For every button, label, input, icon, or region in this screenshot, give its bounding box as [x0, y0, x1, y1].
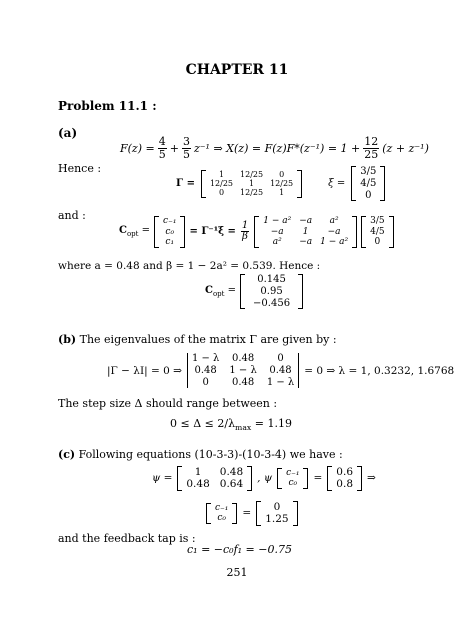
page-number: 251 [226, 566, 248, 579]
matrix-cell: 12/25 [209, 178, 234, 188]
implies-arrow: ⇒ [367, 472, 376, 485]
matrix-cell: 1 [194, 466, 202, 478]
eq-fz-tail: (z + z⁻¹) [382, 141, 429, 155]
matrix-cell: −a [327, 226, 341, 237]
copt-subscript: opt [212, 290, 225, 299]
vector-cell: 0.8 [336, 478, 353, 491]
chapter-title: CHAPTER 11 [185, 62, 289, 78]
bracket-right [389, 216, 394, 248]
vector-cell: c₋₁ [286, 467, 300, 478]
matrix-cell: −a [299, 237, 313, 248]
matrix-cell: 0.48 [269, 364, 292, 376]
step-size-text: The step size Δ should range between : [58, 397, 278, 410]
matrix-cell: 0.48 [219, 466, 244, 478]
eq-fz-implies: z⁻¹ ⇒ X(z) = F(z)F*(z⁻¹) = 1 + [193, 141, 361, 155]
inverse-matrix [254, 216, 357, 248]
matrix-cell: 1 [279, 188, 285, 198]
fraction-den: 5 [182, 147, 190, 161]
where-line: where a = 0.48 and β = 1 − 2a² = 0.539. Hence : [58, 260, 321, 272]
equation-fz [120, 136, 429, 160]
xi-lhs: ξ = [328, 178, 346, 190]
psi-equation: ψ = 1 0.48 0.48 0.64 , ψ c₋₁ c₀ = 0.6 0.8 ⇒ [152, 466, 376, 491]
copt-mid: = Γ⁻¹ξ = [189, 226, 236, 238]
vector-cell: 1.25 [265, 513, 289, 526]
bracket-right [303, 468, 308, 489]
matrix-cell: 12/25 [240, 169, 264, 179]
matrix-cell: −a [299, 216, 313, 226]
matrix-cell: 0.48 [186, 478, 210, 491]
part-c-heading [58, 448, 343, 461]
part-b-heading [58, 333, 337, 346]
step-eq: 0 ≤ Δ ≤ 2/λ [170, 417, 236, 430]
copt-subscript: opt [126, 230, 139, 239]
matrix-cell: 1 − λ [229, 364, 257, 376]
vector-cell: c₋₁ [163, 216, 177, 226]
vector-cell: 0 [273, 501, 281, 513]
fraction-num: 1 [241, 219, 249, 231]
bracket-right [298, 274, 303, 309]
matrix-cell: 0.48 [231, 353, 255, 364]
vector-cell: c₋₁ [215, 502, 229, 513]
matrix-cell: 0 [279, 169, 285, 179]
matrix-cell: 1 − λ [191, 353, 220, 364]
c-vector [277, 468, 308, 489]
gamma-xi-equation [176, 166, 385, 201]
bracket-right [380, 166, 385, 201]
fraction-num: 4 [158, 135, 166, 148]
vector-cell: 0.145 [257, 274, 286, 285]
matrix-cell: 0.48 [194, 364, 217, 376]
bracket-right [297, 170, 302, 198]
part-c-label: (c) [58, 448, 76, 461]
copt-lhs-wrap: $C_{opt}$ = [119, 225, 151, 239]
vector-cell: 0 [365, 189, 372, 201]
vector-cell: 3/5 [370, 216, 385, 226]
vector-cell: 4/5 [360, 177, 377, 189]
vector-cell: 0.6 [336, 466, 353, 478]
matrix-cell: 1 [249, 178, 255, 188]
bracket-right [232, 503, 237, 524]
matrix-cell: 0 [277, 353, 284, 364]
bracket-right [293, 501, 298, 526]
copt-result-equation [205, 274, 303, 309]
gamma-matrix [201, 170, 302, 198]
vector-cell: −0.456 [253, 297, 291, 309]
eq-fz-lhs: F(z) = [120, 141, 155, 155]
copt-symbol: C [205, 285, 213, 297]
fraction [158, 136, 167, 160]
matrix-cell: 1 − λ [266, 376, 295, 388]
bracket-right [180, 216, 185, 248]
vector-cell: 3/5 [360, 166, 377, 177]
feedback-text: and the feedback tap is : [58, 532, 196, 545]
part-b-label: (b) [58, 333, 77, 346]
matrix-cell: 0.48 [231, 376, 255, 388]
bracket-right [352, 216, 357, 248]
copt-symbol: C [119, 225, 127, 237]
part-a-label: (a) [58, 126, 78, 140]
fraction [182, 136, 191, 160]
fraction [363, 136, 379, 160]
plus-sign: + [169, 141, 179, 155]
psi-matrix [177, 466, 252, 491]
copt-result-vector [240, 274, 303, 309]
matrix-cell: 1 − a² [263, 216, 292, 226]
vector-cell: c₀ [217, 513, 227, 524]
fraction-num: 12 [364, 135, 379, 148]
step-subscript: max [235, 423, 252, 433]
vector-cell: c₁ [165, 237, 175, 248]
rhs-vector [361, 216, 393, 248]
xi-vector [351, 166, 385, 201]
and-text: and : [58, 209, 86, 222]
vector-cell: 0 [374, 237, 381, 248]
fraction-den: β [242, 231, 248, 243]
vector-cell: c₀ [165, 226, 175, 237]
matrix-cell: 0 [218, 188, 225, 198]
copt-result-lhs: $C_{opt}$ = [205, 285, 237, 299]
matrix-cell: a² [272, 237, 282, 248]
matrix-cell: 0 [202, 376, 209, 388]
fraction [241, 221, 249, 243]
feedback-equation: c₁ = −c₀f₁ = −0.75 [187, 543, 292, 556]
vector-cell: c₀ [288, 478, 298, 489]
fraction-den: 25 [364, 147, 379, 161]
problem-heading: Problem 11.1 : [58, 99, 157, 113]
matrix-cell: 12/25 [240, 188, 264, 198]
hence-text: Hence : [58, 162, 102, 175]
det-lhs: |Γ − λI| = 0 ⇒ [107, 364, 182, 377]
det-bar-right [298, 353, 299, 388]
matrix-cell: 0.64 [219, 478, 244, 491]
fraction-num: 3 [182, 135, 190, 148]
vector-cell: 0.95 [260, 285, 283, 297]
copt-equation [119, 216, 394, 248]
matrix-cell: −a [270, 226, 284, 237]
psi-mid: , ψ [257, 472, 273, 485]
gamma-lhs: Γ = [176, 178, 195, 190]
determinant-equation [107, 353, 454, 388]
bracket-right [247, 466, 252, 491]
matrix-cell: 1 [302, 226, 309, 237]
psi-result-vector [327, 466, 362, 491]
c-vector [206, 503, 237, 524]
vector-cell: 4/5 [370, 226, 385, 237]
matrix-cell: 1 [218, 169, 225, 179]
part-c-text: Following equations (10-3-3)-(10-3-4) we have : [78, 448, 343, 461]
psi-lhs: ψ = [152, 472, 173, 485]
matrix-cell: 1 − a² [320, 237, 349, 248]
part-b-text: The eigenvalues of the matrix Γ are given by : [79, 333, 337, 346]
bracket-right [357, 466, 362, 491]
solution-equation: c₋₁ c₀ = 0 1.25 [206, 501, 298, 526]
matrix-cell: 12/25 [270, 178, 294, 188]
det-matrix [187, 353, 299, 388]
fraction-den: 5 [158, 147, 166, 161]
solution-vector [256, 501, 297, 526]
matrix-cell: a² [329, 216, 339, 226]
copt-vector [154, 216, 185, 248]
step-value: = 1.19 [251, 417, 292, 430]
det-rhs: = 0 ⇒ λ = 1, 0.3232, 1.6768 [304, 364, 455, 377]
step-size-equation [170, 417, 292, 432]
